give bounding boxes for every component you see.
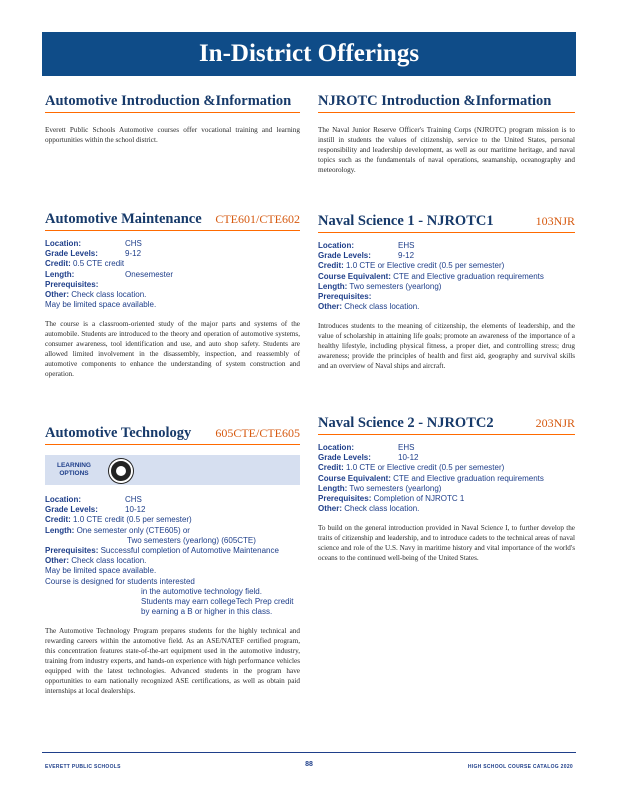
auto-maint-location: Location: CHS [45,239,142,248]
page-number: 88 [305,761,313,768]
naval2-credit: Credit: 1.0 CTE or Elective credit (0.5 per semester) [318,463,505,473]
auto-maint-title [45,210,300,231]
auto-tech-other: Other: Check class location. [45,556,147,566]
auto-tech-other4: in the automotive technology field. [141,586,262,596]
auto-maint-name: Automotive Maintenance [45,211,202,227]
naval1-text: Introduces students to the meaning of citizenship, the elements of leadership, and the value of scholarship in attaining life goals; promote an awareness of the importance of a healthy lifestyle, including physical fitness, a proper diet, and controlling stress; drug awareness; provide the principles of health and first aid, geography and survival skills and an overview of Naval ships and aircraft. [318,322,575,371]
naval1-location: Location: EHS [318,241,415,250]
naval2-grade: Grade Levels: 10-12 [318,453,419,463]
auto-maint-other2: May be limited space available. [45,300,157,310]
naval1-section [318,212,575,371]
naval2-other: Other: Check class location. [318,504,420,514]
auto-intro-title: Automotive Introduction &Information [45,92,300,113]
naval1-grade: Grade Levels: 9-12 [318,251,415,261]
naval1-title [318,212,575,233]
auto-maint-length: Length: Onesemester [45,269,174,279]
auto-tech-other6: by earning a B or higher in this class. [141,607,273,617]
auto-tech-name: Automotive Technology [45,425,192,441]
auto-tech-other3: Course is designed for students interested [45,576,195,586]
naval1-other: Other: Check class location. [318,302,420,312]
auto-intro-text: Everett Public Schools Automotive courses offer vocational training and learning opportunities within the school district. [45,126,300,144]
naval1-equiv: Course Equivalent: CTE and Elective graduation requirements [318,271,544,281]
footer-left: EVERETT PUBLIC SCHOOLS [45,764,121,770]
learning-options-box [45,455,300,485]
footer-divider [42,752,576,753]
auto-tech-section [45,424,300,696]
naval2-length: Length: Two semesters (yearlong) [318,483,442,493]
njrotc-intro-text: The Naval Junior Reserve Officer's Training Corps (NJROTC) program mission is to instill in students the values of citizenship, service to the United States, personal responsibility and leadership development, as well as our maritime heritage, and naval topics such as the fundamentals of naval operations, seamanship, oceanography and meteorology. [318,126,575,174]
naval2-text: To build on the general introduction provided in Naval Science I, to further develop the traits of citizenship and leadership, and to introduce cadets to the technical areas of naval science and role of the U.S. Navy in maritime history and vital importance of the world's oceans to the continued well-being of the United States. [318,524,575,563]
auto-tech-prereq: Prerequisites: Successful completion of Automotive Maintenance [45,546,279,556]
naval1-code: 103NJR [535,214,575,228]
naval2-prereq: Prerequisites: Completion of NJROTC 1 [318,494,465,504]
naval2-equiv: Course Equivalent: CTE and Elective graduation requirements [318,473,544,483]
naval2-location: Location: EHS [318,443,415,452]
auto-intro-section [45,92,300,145]
auto-tech-code: 605CTE/CTE605 [215,426,300,440]
auto-tech-location: Location: CHS [45,495,142,504]
tech-prep-seal-icon [109,459,133,483]
auto-tech-credit: Credit: 1.0 CTE credit (0.5 per semester) [45,515,192,525]
page-title: In-District Offerings [198,40,420,67]
auto-maint-credit: Credit: 0.5 CTE credit [45,259,125,269]
naval1-name: Naval Science 1 - NJROTC1 [318,213,494,229]
auto-tech-grade: Grade Levels: 10-12 [45,505,146,515]
naval1-prereq: Prerequisites: [318,292,372,302]
naval2-name: Naval Science 2 - NJROTC2 [318,415,494,431]
auto-tech-other2: May be limited space available. [45,566,157,576]
njrotc-intro-section [318,92,575,175]
naval1-credit: Credit: 1.0 CTE or Elective credit (0.5 per semester) [318,261,505,271]
auto-maint-other: Other: Check class location. [45,290,147,300]
auto-maint-grade: Grade Levels: 9-12 [45,249,142,259]
auto-tech-title [45,424,300,445]
auto-maint-section [45,210,300,379]
learning-options-label: LEARNING OPTIONS [57,462,91,477]
naval2-section [318,414,575,563]
auto-tech-length2: Two semesters (yearlong) (605CTE) [127,535,256,545]
naval2-title [318,414,575,435]
auto-tech-length: Length: One semester only (CTE605) or [45,525,190,535]
auto-maint-prereq: Prerequisites: [45,279,99,289]
naval1-length: Length: Two semesters (yearlong) [318,281,442,291]
naval2-code: 203NJR [535,416,575,430]
auto-tech-text: The Automotive Technology Program prepares students for the highly technical and rewarding careers within the automotive field. As an ASE/NATEF certified program, this concentration features state-of-the-art equipment used in the automotive industry, training from industry experts, and hands-on experience with high performance vehicles equipped with the latest technologies. Advanced students in the program have opportunities to earn nationally recognized ASE certifications, as well as obtain paid internships at local dealerships. [45,627,300,696]
footer-right: HIGH SCHOOL COURSE CATALOG 2020 [467,764,573,770]
auto-maint-code: CTE601/CTE602 [215,212,300,226]
auto-tech-other5: Students may earn collegeTech Prep credit [141,597,294,607]
page-title-banner [42,32,576,76]
njrotc-intro-title: NJROTC Introduction &Information [318,92,575,113]
auto-maint-text: The course is a classroom-oriented study of the major parts and systems of the automobile. Students are introduced to the theory and operation of automotive systems, consumer awareness, tool identification and use, and auto shop safety. Students are allowed limited involvement in the disassembly, inspection, and reassembly of automotive components to enhance the understanding of system construction and operation. [45,320,300,379]
